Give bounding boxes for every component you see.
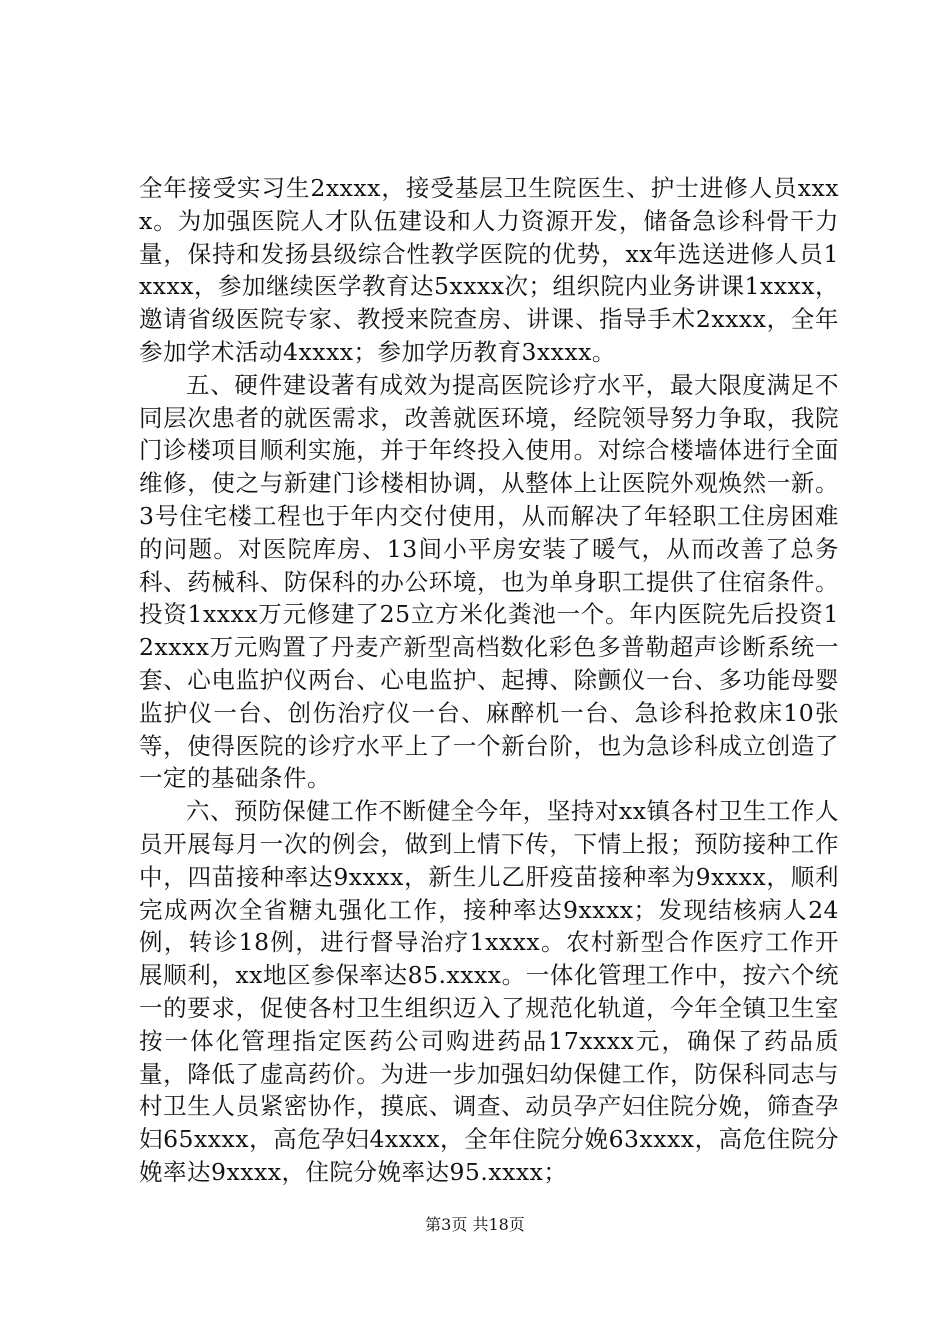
paragraph-preventive-healthcare: 六、预防保健工作不断健全今年，坚持对xx镇各村卫生工作人员开展每月一次的例会，做到上情下传，下情上报；预防接种工作中，四苗接种率达9xxxx，新生儿乙肝疫苗接种率为9xxxx，顺利完成两次全省糖丸强化工作，接种率达9xxxx；发现结核病人24例，转诊18例，进行督导治疗1xxxx。农村新型合作医疗工作开展顺利，xx地区参保率达85.xxxx。一体化管理工作中，按六个统一的要求，促使各村卫生组织迈入了规范化轨道，今年全镇卫生室按一体化管理指定医药公司购进药品17xxxx元，确保了药品质量，降低了虚高药价。为进一步加强妇幼保健工作，防保科同志与村卫生人员紧密协作，摸底、调查、动员孕产妇住院分娩，筛查孕妇65xxxx，高危孕妇4xxxx，全年住院分娩63xxxx，高危住院分娩率达9xxxx，住院分娩率达95.xxxx； bbox=[139, 797, 839, 1186]
paragraph-continuation: 全年接受实习生2xxxx，接受基层卫生院医生、护士进修人员xxxx。为加强医院人才队伍建设和人力资源开发，储备急诊科骨干力量，保持和发扬县级综合性教学医院的优势，xx年选送进修人员1xxxx，参加继续医学教育达5xxxx次；组织院内业务讲课1xxxx，邀请省级医院专家、教授来院查房、讲课、指导手术2xxxx，全年参加学术活动4xxxx；参加学历教育3xxxx。 bbox=[139, 174, 839, 366]
page-footer: 第3页 共18页 bbox=[425, 1215, 525, 1234]
paragraph-hardware-construction: 五、硬件建设著有成效为提高医院诊疗水平，最大限度满足不同层次患者的就医需求，改善就医环境，经院领导努力争取，我院门诊楼项目顺利实施，并于年终投入使用。对综合楼墙体进行全面维修，使之与新建门诊楼相协调，从整体上让医院外观焕然一新。3号住宅楼工程也于年内交付使用，从而解决了年轻职工住房困难的问题。对医院库房、13间小平房安装了暖气，从而改善了总务科、药械科、防保科的办公环境，也为单身职工提供了住宿条件。投资1xxxx万元修建了25立方米化粪池一个。年内医院先后投资12xxxx万元购置了丹麦产新型高档数化彩色多普勒超声诊断系统一套、心电监护仪两台、心电监护、起搏、除颤仪一台、多功能母婴监护仪一台、创伤治疗仪一台、麻醉机一台、急诊科抢救床10张等，使得医院的诊疗水平上了一个新台阶，也为急诊科成立创造了一定的基础条件。 bbox=[139, 370, 839, 793]
body-text bbox=[139, 172, 839, 1189]
